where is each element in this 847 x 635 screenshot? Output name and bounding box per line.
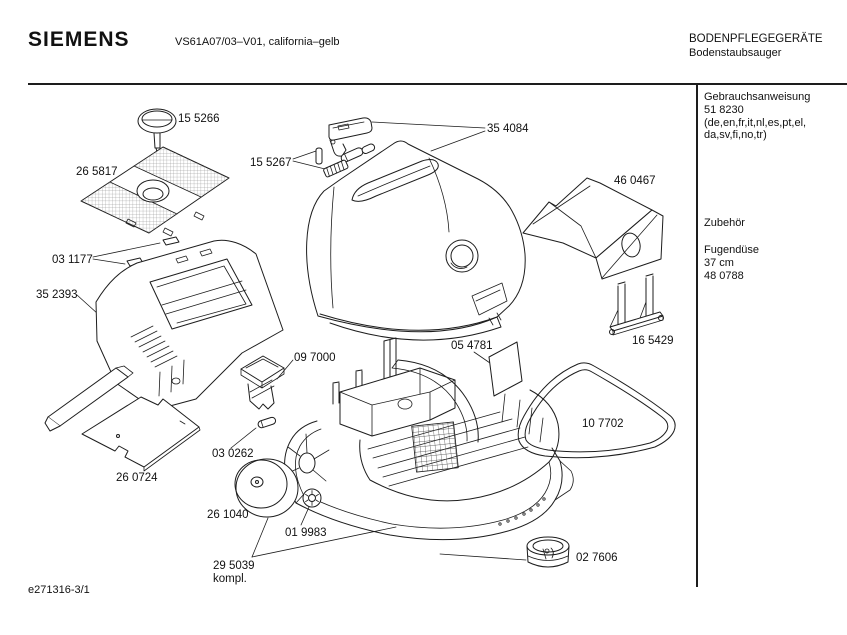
part-label-filter-plate: 26 0724	[116, 472, 158, 484]
seal-ring-drawing	[518, 363, 675, 458]
part-label-pin: 03 0262	[212, 448, 254, 460]
accessory-length: 37 cm	[704, 256, 734, 269]
division-title: BODENPFLEGEGERÄTE	[689, 33, 823, 45]
accessory-name: Fugendüse	[704, 243, 760, 256]
part-label-lock-washer: 01 9983	[285, 527, 327, 539]
instruction-number: 51 8230	[704, 103, 744, 116]
lock-washer-drawing	[303, 489, 321, 507]
motor-filter-drawing	[489, 342, 522, 396]
pedal-drawing	[241, 356, 284, 409]
accessories-heading: Zubehör	[704, 217, 745, 230]
product-type: Bodenstaubsauger	[689, 47, 782, 59]
part-label-chassis-suffix: kompl.	[213, 573, 247, 585]
languages-line1: (de,en,fr,it,nl,es,pt,el,	[704, 116, 807, 129]
part-label-exhaust-grille: 26 5817	[76, 166, 118, 178]
part-label-chassis: 29 5039	[213, 560, 255, 572]
exhaust-grille-drawing	[81, 147, 229, 236]
instruction-title: Gebrauchsanweisung	[704, 91, 811, 103]
filter-plate-drawing	[82, 397, 200, 471]
model-title: VS61A07/03–V01, california–gelb	[175, 36, 340, 48]
part-label-pedal: 09 7000	[294, 352, 336, 364]
document-number: e271316-3/1	[28, 584, 90, 596]
dust-bag-drawing	[523, 178, 663, 279]
languages-line2: da,sv,fi,no,tr)	[704, 129, 767, 142]
part-label-motor-filter: 05 4781	[451, 340, 493, 352]
accessory-number: 48 0788	[704, 269, 744, 282]
part-label-hood: 35 4084	[487, 123, 529, 135]
part-label-upper-housing: 35 2393	[36, 289, 78, 301]
brand-logo: SIEMENS	[28, 28, 130, 51]
castor-drawing	[527, 537, 569, 567]
part-label-filter-cap: 15 5266	[178, 113, 220, 125]
part-label-castor: 02 7606	[576, 552, 618, 564]
part-label-wheel: 26 1040	[207, 509, 249, 521]
part-label-latch-set: 15 5267	[250, 157, 292, 169]
part-label-bag-holder: 16 5429	[632, 335, 674, 347]
part-label-clips: 03 1177	[52, 254, 93, 266]
bag-holder-drawing	[610, 274, 664, 335]
pin-drawing	[257, 416, 276, 428]
part-label-dust-bag: 46 0467	[614, 175, 656, 187]
filter-cap-drawing	[138, 109, 176, 152]
part-label-seal-ring: 10 7702	[582, 418, 624, 430]
chassis-drawing	[285, 338, 574, 540]
upper-housing-drawing	[96, 240, 283, 410]
